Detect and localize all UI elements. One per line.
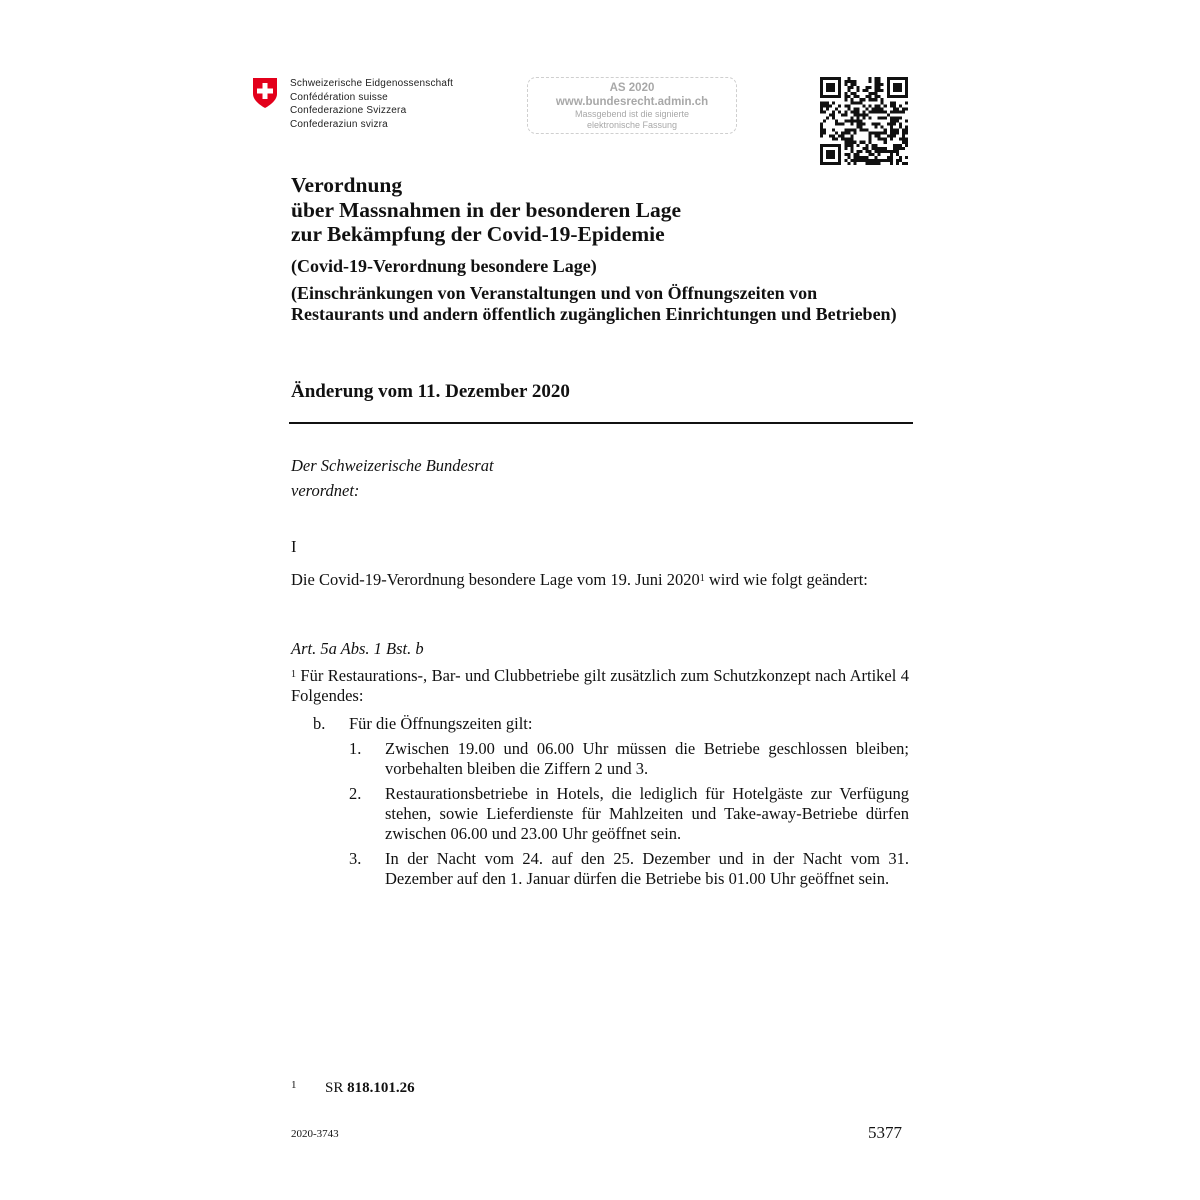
amendment-date: Änderung vom 11. Dezember 2020 [291,381,570,402]
footnote-prefix: SR [325,1080,348,1096]
title-line-1: Verordnung [291,173,403,197]
preamble-verb: verordnet: [291,481,360,500]
subitem-3-number: 3. [349,849,362,868]
footnote-text [325,1079,415,1097]
article-reference: Art. 5a Abs. 1 Bst. b [291,639,424,658]
footnote-number: 1 [291,1079,297,1091]
preamble-authority: Der Schweizerische Bundesrat [291,456,494,475]
subtitle: (Einschränkungen von Veranstaltungen und von Öffnungszeiten von Restaurants und andern öffentlich zugänglichen Einrichtungen und Betrieben) [291,283,897,324]
subitem-2-text: Restaurationsbetriebe in Hotels, die lediglich für Hotelgäste zur Verfügung stehen, sowie Lieferdienste für Mahlzeiten und Take-away-Betriebe dürfen zwischen 06.00 und 23.00 Uhr geöffnet sein. [385,784,909,843]
subitem-3-text: In der Nacht vom 24. auf den 25. Dezember und in der Nacht vom 31. Dezember auf den 1. Januar dürfen die Betriebe bis 01.00 Uhr geöffnet sein. [385,849,909,888]
confederation-line-fr: Confédération suisse [290,91,388,103]
paragraph-1 [291,666,909,706]
subitem-1-text: Zwischen 19.00 und 06.00 Uhr müssen die Betriebe geschlossen bleiben; vorbehalten bleiben die Ziffern 2 und 3. [385,739,909,778]
document-id: 2020-3743 [291,1128,339,1140]
preamble [291,453,494,503]
page-number: 5377 [868,1123,902,1142]
short-title: (Covid-19-Verordnung besondere Lage) [291,256,597,276]
title-line-3: zur Bekämpfung der Covid-19-Epidemie [291,222,665,246]
confederation-line-rm: Confederaziun svizra [290,118,388,130]
stamp-url[interactable]: www.bundesrecht.admin.ch [555,96,709,108]
subitem-2-number: 2. [349,784,362,803]
official-collection-stamp [527,77,737,134]
section-number: I [291,537,297,556]
paragraph-number: 1 [291,669,296,680]
item-b-label: b. [313,714,326,733]
confederation-name [290,77,453,131]
subitem-1-number: 1. [349,739,362,758]
footnote-marker[interactable]: 1 [699,573,705,584]
paragraph-1-text: Für Restaurations-, Bar- und Clubbetriebe gilt zusätzlich zum Schutzkonzept nach Artikel 4 Folgendes: [291,666,909,705]
amendment-paragraph [291,570,909,590]
swiss-cross-shield-icon [252,77,278,109]
stamp-collection: AS 2020 [609,82,655,94]
confederation-line-de: Schweizerische Eidgenossenschaft [290,78,454,89]
item-b-text: Für die Öffnungszeiten gilt: [349,714,533,733]
title-divider [289,422,913,424]
amendment-paragraph-text-end: wird wie folgt geändert: [704,570,868,589]
document-title [291,173,681,247]
qr-code-icon [820,77,908,165]
stamp-note-2: elektronische Fassung [586,120,678,130]
footnote-sr-reference[interactable]: 818.101.26 [347,1080,415,1096]
confederation-line-it: Confederazione Svizzera [290,105,407,116]
amendment-paragraph-text: Die Covid-19-Verordnung besondere Lage vom 19. Juni 2020 [291,570,700,589]
title-line-2: über Massnahmen in der besonderen Lage [291,197,682,222]
stamp-note-1: Massgebend ist die signierte [574,109,690,119]
